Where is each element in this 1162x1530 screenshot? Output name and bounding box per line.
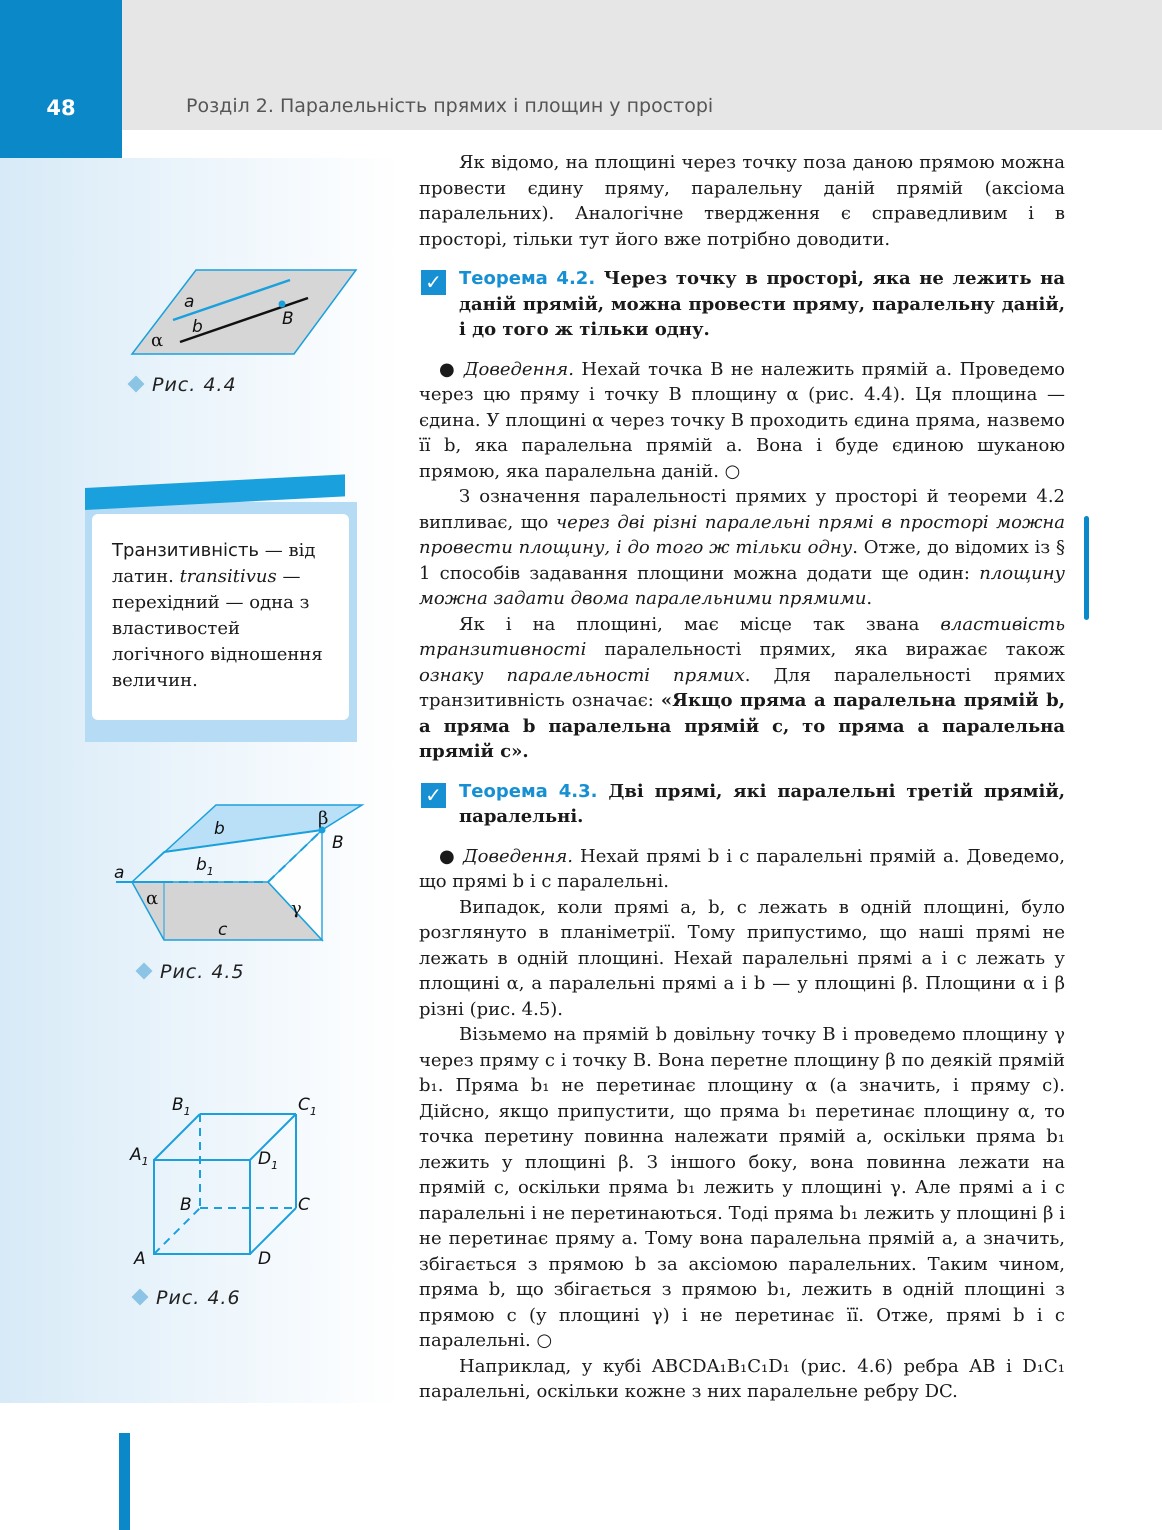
label-gamma: γ xyxy=(291,898,302,919)
transitivity-paragraph: Як і на площині, має місце так звана властивість транзитивності паралельності прямих, яка виражає також ознаку паралельності прямих. Для паралельності прямих транзитивність означає: «Якщо пряма a паралельна прямій b, а пряма b паралельна прямій c, то пряма a паралельна прямій c». xyxy=(419,613,1065,762)
theorem-label: Теорема 4.3. xyxy=(459,780,598,802)
theorem-4-2 xyxy=(419,266,1065,343)
caption-fig-4-4: Рис. 4.4 xyxy=(130,374,237,396)
margin-marker xyxy=(1084,516,1089,620)
label-c: C xyxy=(298,1195,310,1215)
theorem-text: Через точку в просторі, яка не лежить на даній прямій, можна провести пряму, паралельну даній, і до того ж тільки одну. xyxy=(459,268,1065,340)
label-d: D xyxy=(258,1249,272,1269)
label-point-b: B xyxy=(282,309,294,329)
label-b: b xyxy=(214,819,225,839)
label-a: A xyxy=(134,1249,146,1269)
label-d1: $D_1$ xyxy=(258,1149,279,1172)
theorem-4-3 xyxy=(419,779,1065,830)
caption-fig-4-5: Рис. 4.5 xyxy=(138,961,245,983)
sidebar-note xyxy=(85,488,365,743)
figure-4-6 xyxy=(126,1096,326,1276)
diamond-icon xyxy=(132,1289,149,1306)
figure-4-4 xyxy=(118,262,368,362)
label-c1: $C_1$ xyxy=(298,1096,317,1118)
page-number-box xyxy=(0,0,122,158)
chapter-title: Розділ 2. Паралельність прямих і площин у просторі xyxy=(186,95,714,117)
point-b xyxy=(279,301,286,308)
caption-fig-4-6: Рис. 4.6 xyxy=(134,1287,241,1309)
label-point-b: B xyxy=(332,833,344,853)
page-number: 48 xyxy=(46,96,76,120)
label-beta: β xyxy=(318,808,329,829)
label-a: a xyxy=(114,863,125,883)
label-alpha: α xyxy=(151,330,164,351)
case-paragraph: Випадок, коли прямі a, b, c лежать в одній площині, було розглянуто в планіметрії. Тому припустимо, що наші прямі не лежать в одній площині. Нехай паралельні прямі a і c лежать у площині α, а паралельні прямі a і b — у площині β. Площини α і β різні (рис. 4.5). xyxy=(419,896,1065,1020)
label-a1: $A_1$ xyxy=(130,1145,149,1168)
figure-4-5 xyxy=(108,800,368,950)
check-icon: ✓ xyxy=(421,783,446,808)
example-paragraph: Наприклад, у кубі ABCDA₁B₁C₁D₁ (рис. 4.6) ребра AB і D₁C₁ паралельні, оскільки кожне з них паралельне ребру DC. xyxy=(419,1355,1065,1402)
diamond-icon xyxy=(136,963,153,980)
theorem-text: Дві прямі, які паралельні третій прямій, паралельні. xyxy=(459,780,1065,827)
label-a: a xyxy=(184,292,195,312)
label-b: b xyxy=(192,317,203,337)
main-text xyxy=(419,150,1065,1405)
theorem-label: Теорема 4.2. xyxy=(459,268,596,289)
check-icon: ✓ xyxy=(421,270,446,295)
label-c: c xyxy=(218,920,228,940)
diamond-icon xyxy=(128,376,145,393)
consequence-paragraph: З означення паралельності прямих у просторі й теореми 4.2 випливає, що через дві різні паралельні прямі в просторі можна провести площину, і до того ж тільки одну. Отже, до відомих із § 1 способів задавання площини можна додати ще один: площину можна задати двома паралельними прямими. xyxy=(419,486,1065,609)
bottom-accent-bar xyxy=(119,1433,130,1530)
point-paragraph: Візьмемо на прямій b довільну точку B і проведемо площину γ через пряму c і точку B. Вона перетне площину β по деякій прямій b₁. Пряма b₁ не перетинає площину α (а значить, і пряму c). Дійсно, якщо припустити, що пряма b₁ перетинає площину α, то точка перетину повинна належати прямій a, оскільки пряма b₁ лежить у площині β. З іншого боку, вона повинна лежати на прямій c, оскільки пряма b₁ лежить у площині γ. Але прямі a і c паралельні і не перетинаються. Тоді пряма b₁ лежить у площині β і не перетинає пряму a. Тому вона паралельна прямій a, а значить, збігається з прямою b за аксіомою паралельних. Таким чином, пряма b, що збігається з прямою b₁, лежить в одній площині з прямою c (у площині γ) і не перетинає її. Отже, прямі b і c паралельні. ○ xyxy=(419,1024,1065,1351)
sidebar-note-body xyxy=(92,514,349,720)
label-b1: $B_1$ xyxy=(172,1096,191,1118)
proof-4-3: ● Доведення. Нехай прямі b і c паралельні прямій a. Доведемо, що прямі b і c паралельні. xyxy=(419,845,1065,892)
label-b1: $b_1$ xyxy=(196,855,214,878)
proof-4-2: ● Доведення. Нехай точка B не належить прямій a. Проведемо через цю пряму і точку B площину α (рис. 4.4). Ця площина — єдина. У площині α через точку B проходить єдина пряма, назвемо її b, яка паралельна прямій a. Вона і буде єдиною шуканою прямою, яка паралельна даній. ○ xyxy=(419,358,1065,482)
label-alpha: α xyxy=(146,888,159,909)
intro-paragraph: Як відомо, на площині через точку поза даною прямою можна провести єдину пряму, паралельну даній прямій (аксіома паралельних). Аналогічне твердження є справедливим і в просторі, тільки тут його вже потрібно доводити. xyxy=(419,152,1065,250)
label-b: B xyxy=(180,1195,192,1215)
plane-alpha xyxy=(132,270,356,354)
sidebar-note-text: Транзитивність — від латин. transitivus — перехідний — одна з властивостей логічного відношення величин. xyxy=(112,540,323,691)
